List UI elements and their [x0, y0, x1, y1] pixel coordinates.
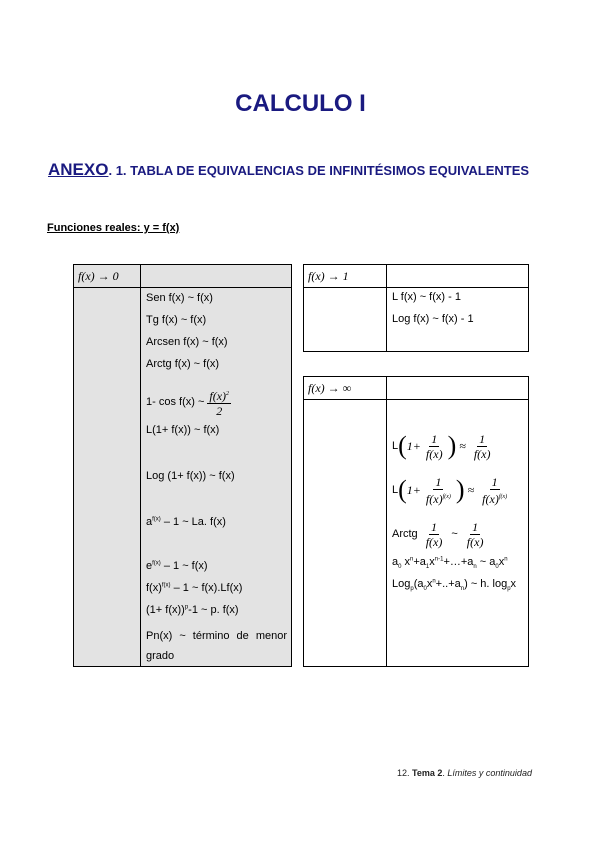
- list-item: Log f(x) ~ f(x) - 1: [392, 313, 474, 325]
- page-footer: 12. Tema 2. Límites y continuidad: [397, 768, 532, 778]
- list-item: $a^{f(x)} - 1$ ~ La. f(x): [146, 516, 226, 528]
- list-item: Log (1+ f(x)) ~ f(x): [146, 470, 235, 482]
- list-item: L f(x) ~ f(x) - 1: [392, 291, 461, 303]
- subtitle: Funciones reales: y = f(x): [47, 222, 180, 234]
- list-item: $Log_p(a_0x^n+..+a_n)$ ~ h. $\log_px$: [392, 578, 517, 593]
- table-zero-header: f(x) → 0: [74, 265, 141, 288]
- list-item: $a_0$ $x^n+a_1x^{n-1}+\dots+a_n$ ~ $a_0x^n$: [392, 556, 508, 571]
- section-heading: [48, 160, 529, 180]
- list-item: L ( 1 + $\frac{1}{f(x)^{f(x)}}$ ) ≈ $\frac{1}{f(x)^{f(x)}}$: [392, 474, 508, 506]
- anexo-word: ANEXO: [48, 160, 109, 179]
- list-item: Sen f(x) ~ f(x): [146, 292, 213, 304]
- list-item: Tg f(x) ~ f(x): [146, 314, 207, 326]
- table-inf-header: f(x) → ∞: [304, 377, 387, 400]
- table-one-header: f(x) → 1: [304, 265, 387, 288]
- page-title: CALCULO I: [235, 90, 366, 117]
- table-f-to-zero: [73, 264, 292, 667]
- list-item: $(1+ f(x))^p-1$ ~ p. f(x): [146, 604, 239, 616]
- list-item: $f(x)^{f(x)} - 1$ ~ f(x).Lf(x): [146, 582, 243, 594]
- list-item: $e^{f(x)} - 1$ ~ f(x): [146, 560, 208, 572]
- anexo-rest: . 1. TABLA DE EQUIVALENCIAS DE INFINITÉSIMOS EQUIVALENTES: [108, 163, 530, 178]
- list-item: Pn(x) ~ término de menor grado: [146, 630, 287, 662]
- table-zero-body: [141, 288, 292, 667]
- list-item: Arctg $\frac{1}{f(x)}$ ~ $\frac{1}{f(x)}$: [392, 519, 484, 549]
- list-item: L ( 1 + $\frac{1}{f(x)}$ ) ≈ $\frac{1}{f(x)}$: [392, 431, 491, 461]
- list-item: Arcsen f(x) ~ f(x): [146, 336, 228, 348]
- list-item: Arctg f(x) ~ f(x): [146, 358, 220, 370]
- list-item: 1- cos f(x) ~ $\frac{f(x)^2}{2}$: [146, 388, 230, 418]
- table-f-to-one: [303, 264, 529, 352]
- table-f-to-infinity: [303, 376, 529, 667]
- list-item: L(1+ f(x)) ~ f(x): [146, 424, 220, 436]
